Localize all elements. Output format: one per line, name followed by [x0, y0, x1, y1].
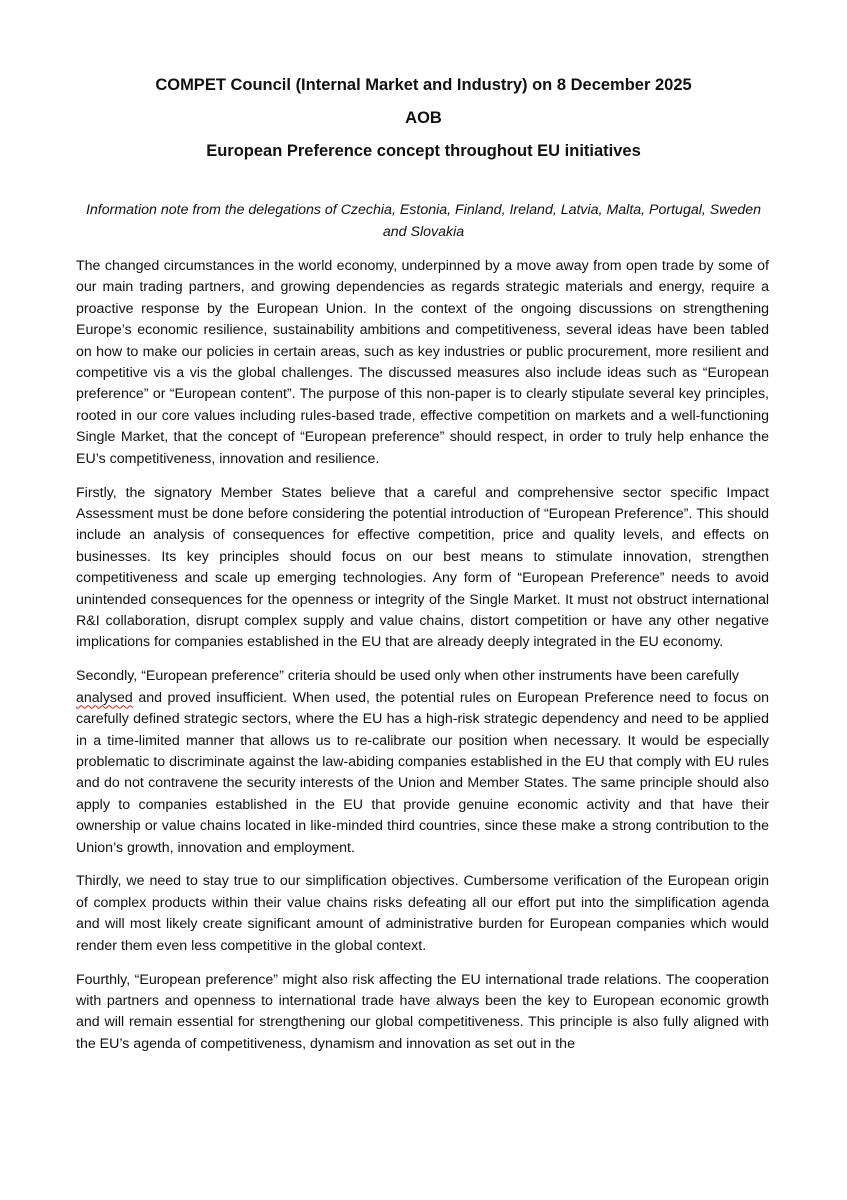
meeting-title: COMPET Council (Internal Market and Industry) on 8 December 2025 — [155, 76, 692, 94]
paragraph-fourthly: Fourthly, “European preference” might also risk affecting the EU international trade relations. The cooperation with partners and openness to international trade have always been the key to European economic growth and will remain essential for strengthening our global competitiveness. This principle is also fully aligned with the EU’s agenda of competitiveness, dynamism and innovation as set out in the — [76, 971, 769, 1052]
document-header — [0, 74, 847, 173]
information-note-subtitle: Information note from the delegations of Czechia, Estonia, Finland, Ireland, Latvia, Malta, Portugal, Sweden and Slovakia — [85, 202, 762, 240]
paragraph-secondly-start: Secondly, “European preference” criteria should be used only when other instruments have been carefully — [76, 668, 739, 685]
spellcheck-flagged-word: analysed — [76, 689, 133, 706]
paragraph-firstly: Firstly, the signatory Member States believe that a careful and comprehensive sector specific Impact Assessment must be done before considering the potential introduction of “European Preference”. This should include an analysis of consequences for effective competition, price and quality levels, and effects on businesses. Its key principles should focus on our best means to stimulate innovation, strengthen competitiveness and scale up emerging technologies. Any form of “European Preference” needs to avoid unintended consequences for the openness or integrity of the Single Market. It must not obstruct international R&I collaboration, disrupt complex supply and value chains, distort competition or have any other negative implications for companies established in the EU that are already deeply integrated in the EU economy. — [76, 484, 769, 651]
agenda-item-label: AOB — [405, 109, 442, 127]
document-subject: European Preference concept throughout EU initiatives — [206, 142, 641, 160]
paragraph-secondly-rest: and proved insufficient. When used, the potential rules on European Preference need to focus on carefully defined strategic sectors, where the EU has a high-risk strategic dependency and need to be applied in a time-limited manner that allows us to re-calibrate our position when necessary. It would be especially problematic to discriminate against the law-abiding companies established in the EU that comply with EU rules and do not contravene the security interests of the Union and Member States. The same principle should also apply to companies established in the EU that provide genuine economic activity and that have their ownership or value chains located in like-minded third countries, since these make a strong contribution to the Union’s growth, innovation and employment. — [76, 689, 769, 856]
document-body — [76, 256, 769, 1068]
paragraph-thirdly: Thirdly, we need to stay true to our simplification objectives. Cumbersome verification of the European origin of complex products within their value chains risks defeating all our effort put into the simplification agenda and will most likely create significant amount of administrative burden for European companies which would render them even less competitive in the global context. — [76, 873, 769, 954]
paragraph-secondly — [76, 666, 769, 859]
paragraph-introduction: The changed circumstances in the world economy, underpinned by a move away from open trade by some of our main trading partners, and growing dependencies as regards strategic materials and energy, require a proactive response by the European Union. In the context of the ongoing discussions on strengthening Europe’s economic resilience, sustainability ambitions and competitiveness, several ideas have been tabled on how to make our policies in certain areas, such as key industries or public procurement, more resilient and competitive vis a vis the global challenges. The discussed measures also include ideas such as “European preference” or “European content”. The purpose of this non-paper is to clearly stipulate several key principles, rooted in our core values including rules-based trade, effective competition on markets and a well-functioning Single Market, that the concept of “European preference” should respect, in order to truly help enhance the EU’s competitiveness, innovation and resilience. — [76, 258, 769, 467]
